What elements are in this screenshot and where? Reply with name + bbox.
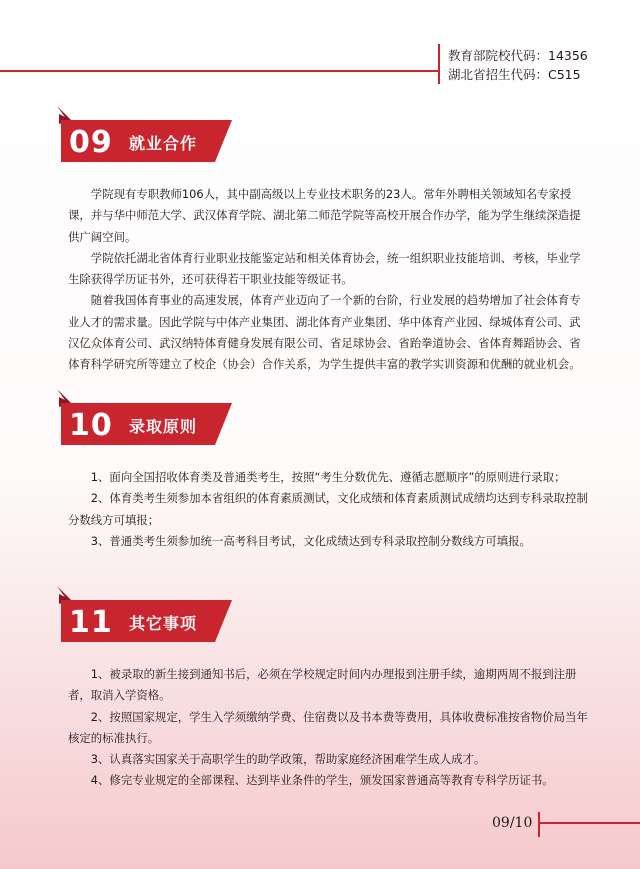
paragraph: 学院现有专职教师106人，其中副高级以上专业技术职务的23人。常年外聘相关领域知名专家授课，并与华中师范大学、武汉体育学院、湖北第二师范学院等高校开展合作办学，能为学生继续深造提供广阔空间。 [68,187,581,244]
section-number: 11 [69,605,113,640]
section-number: 09 [69,125,113,160]
section-banner-11 [57,586,232,654]
paragraph: 2、按照国家规定，学生入学须缴纳学费、住宿费以及书本费等费用，具体收费标准按省物价局当年核定的标准执行。 [68,709,588,745]
paragraph: 3、认真落实国家关于高职学生的助学政策，帮助家庭经济困难学生成人成才。 [90,752,486,767]
section-title: 就业合作 [129,134,198,153]
paragraph: 随着我国体育事业的高速发展，体育产业迈向了一个新的台阶，行业发展的趋势增加了社会体育专业人才的需求量。因此学院与中体产业集团、湖北体育产业集团、华中体育产业园、绿城体育公司、武汉亿众体育公司、武汉纳特体育健身发展有限公司、省足球协会、省跆拳道协会、省体育舞蹈协会、省体育科学研究所等建立了校企（协会）合作关系，为学生提供丰富的教学实训资源和优酬的就业机会。 [68,293,581,372]
paragraph: 2、体育类考生须参加本省组织的体育素质测试，文化成绩和体育素质测试成绩均达到专科录取控制分数线方可填报； [68,491,588,527]
section-number: 10 [69,408,113,443]
province-code: 湖北省招生代码：C515 [448,67,581,82]
section-title: 录取原则 [129,417,198,436]
footer-rule [540,822,640,824]
paragraph: 4、修完专业规定的全部课程、达到毕业条件的学生，颁发国家普通高等教育专科学历证书。 [90,773,554,788]
header-divider [438,44,440,84]
section-body-10 [68,467,588,552]
section-body-09 [68,184,588,376]
paragraph: 3、普通类考生须参加统一高考科目考试，文化成绩达到专科录取控制分数线方可填报。 [90,533,531,548]
section-body-11 [68,664,588,792]
section-title: 其它事项 [129,614,198,633]
section-banner-09 [57,106,232,174]
section-banner-10 [57,389,232,457]
header-rule [0,70,438,72]
paragraph: 1、面向全国招收体育类及普通类考生，按照“考生分数优先、遵循志愿顺序”的原则进行录取； [90,470,566,484]
paragraph: 1、被录取的新生接到通知书后，必须在学校规定时间内办理报到注册手续，逾期两周不报到注册者，取消入学资格。 [68,667,577,703]
ministry-code: 教育部院校代码：14356 [448,48,588,63]
paragraph: 学院依托湖北省体育行业职业技能鉴定站和相关体育协会，统一组织职业技能培训、考核，毕业学生除获得学历证书外，还可获得若干职业技能等级证书。 [68,250,581,287]
header-codes [448,46,588,84]
footer-divider [538,812,540,837]
page-number: 09/10 [492,815,533,831]
